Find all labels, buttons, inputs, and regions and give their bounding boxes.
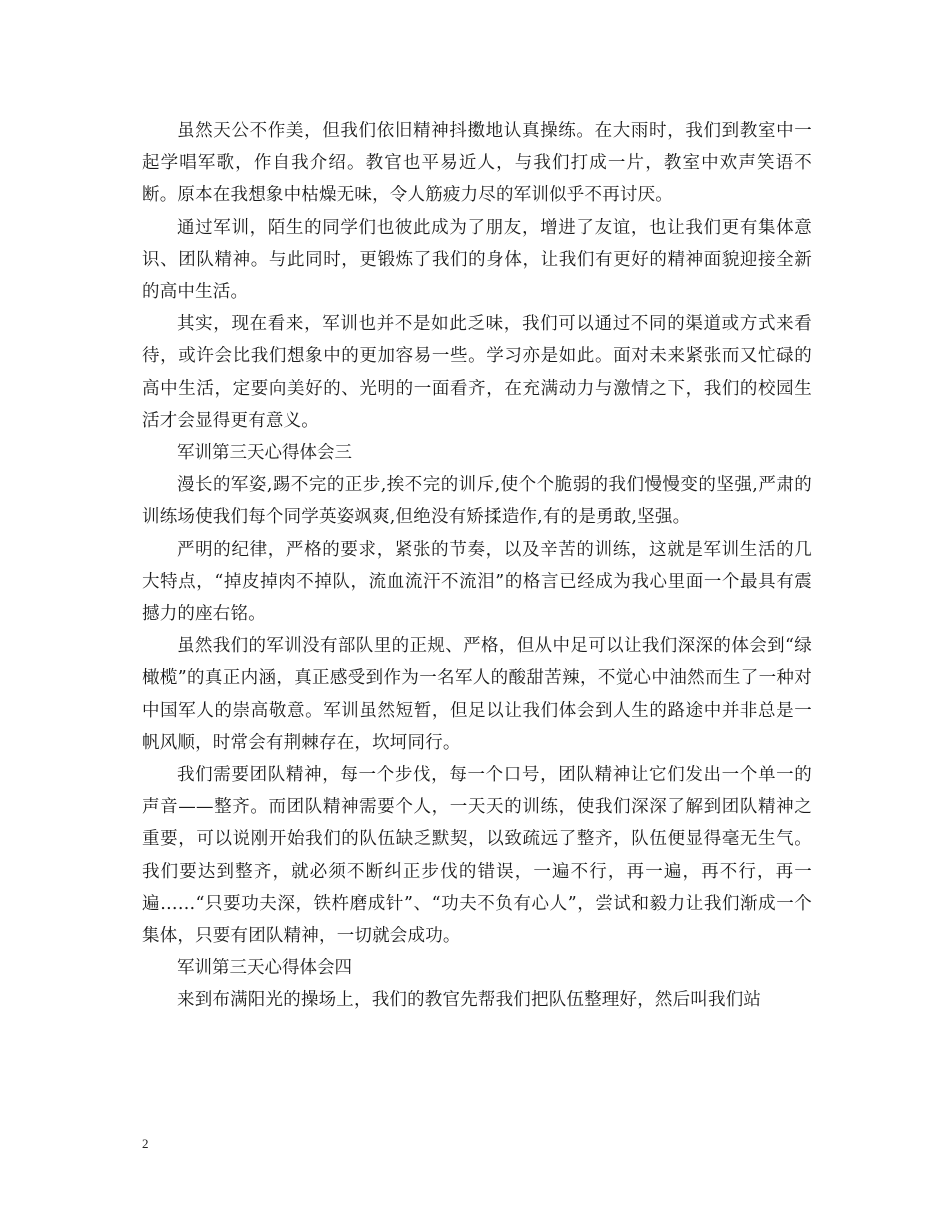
- document-body: [142, 115, 812, 1017]
- paragraph-discipline: 严明的纪律，严格的要求，紧张的节奏，以及辛苦的训练，这就是军训生活的几大特点，“掉皮掉肉不掉队，流血流汗不流泪”的格言已经成为我心里面一个最具有震撼力的座右铭。: [142, 539, 812, 625]
- paragraph-team-spirit: 我们需要团队精神，每一个步伐，每一个口号，团队精神让它们发出一个单一的声音——整齐。而团队精神需要个人，一天天的训练，使我们深深了解到团队精神之重要，可以说刚开始我们的队伍缺乏默契，以致疏远了整齐，队伍便显得毫无生气。我们要达到整齐，就必须不断纠正步伐的错误，一遍不行，再一遍，再不行，再一遍……“只要功夫深，铁杵磨成针”、“功夫不负有心人”，尝试和毅力让我们渐成一个集体，只要有团队精神，一切就会成功。: [142, 765, 812, 947]
- paragraph-military-posture: 漫长的军姿,踢不完的正步,挨不完的训斥,使个个脆弱的我们慢慢变的坚强,严肃的训练场使我们每个同学英姿飒爽,但绝没有矫揉造作,有的是勇敢,坚强。: [142, 475, 812, 528]
- paragraph-friendship: 通过军训，陌生的同学们也彼此成为了朋友，增进了友谊，也让我们更有集体意识、团队精神。与此同时，更锻炼了我们的身体，让我们有更好的精神面貌迎接全新的高中生活。: [142, 217, 812, 303]
- paragraph-perspective: 其实，现在看来，军训也并不是如此乏味，我们可以通过不同的渠道或方式来看待，或许会比我们想象中的更加容易一些。学习亦是如此。面对未来紧张而又忙碌的高中生活，定要向美好的、光明的一面看齐，在充满动力与激情之下，我们的校园生活才会显得更有意义。: [142, 314, 812, 431]
- section-heading-four: 军训第三天心得体会四: [177, 958, 352, 979]
- paragraph-respect: 虽然我们的军训没有部队里的正规、严格，但从中足可以让我们深深的体会到“绿橄榄”的真正内涵，真正感受到作为一名军人的酸甜苦辣，不觉心中油然而生了一种对中国军人的崇高敬意。军训虽然短暂，但足以让我们体会到人生的路途中并非总是一帆风顺，时常会有荆棘存在，坎坷同行。: [142, 636, 812, 753]
- section-heading-three: 军训第三天心得体会三: [177, 443, 352, 464]
- page-number: 2: [142, 1136, 149, 1151]
- paragraph-sunny-field: 来到布满阳光的操场上，我们的教官先帮我们把队伍整理好，然后叫我们站: [177, 990, 762, 1011]
- paragraph-rainy-day: 虽然天公不作美，但我们依旧精神抖擞地认真操练。在大雨时，我们到教室中一起学唱军歌，作自我介绍。教官也平易近人，与我们打成一片，教室中欢声笑语不断。原本在我想象中枯燥无味，令人筋疲力尽的军训似乎不再讨厌。: [142, 121, 812, 206]
